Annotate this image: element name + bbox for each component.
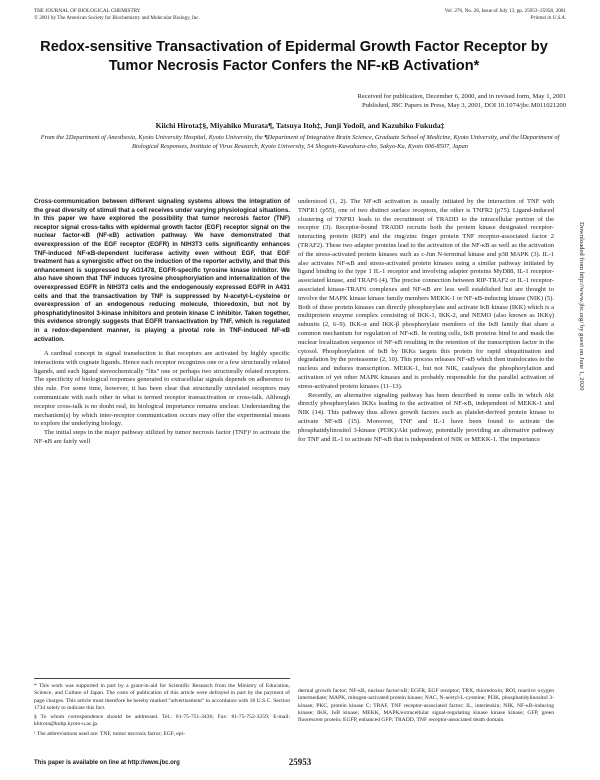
footnotes-left bbox=[34, 678, 290, 740]
printed-in: Printed in U.S.A. bbox=[530, 15, 566, 21]
article-title: Redox-sensitive Transactivation of Epidermal Growth Factor Receptor by Tumor Necrosis Factor Confers the NF-κB Activation* bbox=[40, 39, 548, 74]
author-list: Kiichi Hirota‡§, Miyahiko Murata¶, Tatsuya Itoh‡, Junji Yodoi‖, and Kazuhiko Fukuda‡ bbox=[155, 121, 445, 130]
footer-availability: This paper is available on line at http://www.jbc.org bbox=[34, 760, 180, 766]
volume-issue: Vol. 276, No. 28, Issue of July 13, pp. 25953–25958, 2001 bbox=[444, 8, 566, 14]
journal-header-right bbox=[316, 8, 566, 22]
copyright-line: © 2001 by The American Society for Biochemistry and Molecular Biology, Inc. bbox=[34, 15, 200, 21]
intro-paragraph: A cardinal concept in signal transduction is that receptors are activated by highly specific interactions with cognate ligands. Hence each receptor recognizes one or a few structurally related ligands, and each ligand stereochemically "fits" one or perhaps two structurally related receptors. The specificity of biological responses generated to extracellular signals depends on adherence to this rule. For some time, however, it has been clear that structurally unrelated receptors may communicate with each other in what is termed receptor transactivation or cross-talk. Although receptor cross-talk is no doubt real, its biological importance remains unclear. Understanding the mechanism(s) by which inter-receptor communication occurs may offer the experimental means to explore the underlying biology. bbox=[34, 350, 290, 428]
page-number: 25953 bbox=[288, 757, 312, 767]
download-link[interactable]: Downloaded from http://www.jbc.org/ by guest on June 1, 2020 bbox=[578, 222, 585, 391]
received-line: Received for publication, December 6, 2000, and in revised form, May 1, 2001 bbox=[357, 93, 566, 100]
left-column bbox=[34, 198, 290, 447]
body-paragraph: Recently, an alternative signaling pathway has been described in some cells in which Akt directly phosphorylates IKKs leading to the activation of NF-κB, independent of MEKK-1 and NIK (14). This pathway thus allows growth factors such as platelet-derived protein kinase to activate NF-κB (15). Moreover, TNF and IL-1 have been found to activate the phosphatidylinositol 3-kinase (PI3K)/Akt pathway, potentially providing an alternative pathway for TNF and IL-1 to activate NF-κB that is independent of NIK or MEKK-1. The importance bbox=[298, 391, 554, 443]
intro-paragraph: The initial steps in the major pathway utilized by tumor necrosis factor (TNF)¹ to activate the NF-κB are fairly well bbox=[34, 429, 290, 446]
published-line: Published, JBC Papers in Press, May 3, 2001, DOI 10.1074/jbc.M011021200 bbox=[362, 102, 566, 109]
body-paragraph: understood (1, 2). The NF-κB activation is usually initiated by the interaction of TNF with TNFR1 (p55), one of two distinct surface receptors, the other is TNFR2 (p75). Ligand-induced clustering of TNFR1 leads to the recruitment of TRADD to the intracellular portion of the receptor (3). Receptor-bound TRADD recruits both the protein kinase designated receptor-interacting protein (RIP) and the ring/zinc finger protein TNF receptor-associated factor 2 (TRAF2). These two adapter proteins lead to the activation of the NF-κB as well as the activation of the stress-activated protein kinases such as c-Jun N-terminal kinase and p38 MAPK (3). IL-1 also activates NF-κB and stress-activated protein kinases using a similar pathway initiated by ligand binding to the type 1 IL-1 receptor and involving adapter proteins MyD88, IL-1 receptor-associated kinase, and TRAF6 (4). The precise connection between RIP-TRAF2 or IL-1 receptor-associated kinase-TRAF6 complexes and NF-κB are less well established but are thought to involve the MAPK kinase kinase family members MEKK-1 or NF-κB-inducing kinase (NIK) (5). Both of these protein kinases can directly phosphorylate and activate IκB kinase (IKK) which is a multiprotein enzyme complex consisting of IKK-1, IKK-2, and NEMO (also known as IKKγ) subunits (2, 6–9). IKK-α and IKK-β phosphorylate members of the IκB family that share a common mechanism for regulation of NF-κB. In resting cells, IκB proteins bind to and mask the nuclear localization sequence of NF-κB resulting in the retention of the transcription factor in the cytosol. Phosphorylation of IκB by IKKs targets this protein for rapid ubiquitination and degradation by the proteasome (2, 10). This process releases NF-κB which then translocates to the nucleus and induces transcription. MEKK-1, but not NIK, catalyses the phosphorylation and activation of yet other MAPK kinases and is probably responsible for the parallel activation of stress-activated protein kinases (11–13). bbox=[298, 198, 554, 390]
right-column bbox=[298, 198, 554, 444]
correspondence-footnote: § To whom correspondence should be addressed. Tel.: 81-75-751-3436; Fax: 81-75-752-3259; E-mail: khirota@kuhp.kyoto-u.ac.jp. bbox=[34, 714, 290, 728]
funding-footnote: * This work was supported in part by a grant-in-aid for Scientific Research from the Ministry of Education, Science, and Culture of Japan. The costs of publication of this article were defrayed in part by the payment of page charges. This article must therefore be hereby marked "advertisement" in accordance with 18 U.S.C. Section 1734 solely to indicate this fact. bbox=[34, 683, 290, 711]
abstract: Cross-communication between different signaling systems allows the integration of the great diversity of stimuli that a cell receives under varying physiological situations. In this paper we have explored the possibility that tumor necrosis factor (TNF) receptor signal cross-talks with epidermal growth factor (EGF) receptor signal on the nuclear factor-κB (NF-κB) activation pathway. We have demonstrated that overexpression of the EGF receptor (EGFR) in NIH3T3 cells significantly enhances TNF-induced NF-κB-dependent luciferase activity even without EGF, that EGF treatment has a synergistic effect on the induction of the reporter activity, and that this enhancement is suppressed by AG1478, EGFR-specific tyrosine kinase inhibitor. We also have shown that TNF induces tyrosine phosphorylation and internalization of the overexpressed EGFR in NIH3T3 cells and the endogenously expressed EGFR in A431 cells and that the transactivation by TNF is suppressed by N-acetyl-L-cysteine or overexpression of an endogenous reducing molecule, thioredoxin, but not by phosphatidylinositol 3-kinase inhibitors and protein kinase C inhibitor. Taken together, this evidence strongly suggests that EGFR transactivation by TNF, which is regulated in a redox-dependent manner, is playing a pivotal role in TNF-induced NF-κB activation. bbox=[34, 198, 290, 343]
journal-header-left bbox=[34, 8, 334, 22]
abbreviations-footnote: ¹ The abbreviations used are: TNF, tumor necrosis factor; EGF, epi- bbox=[34, 730, 185, 737]
affiliations: From the ‡Department of Anesthesia, Kyoto University Hospital, Kyoto University, the ¶Department of Integrative Brain Science, Graduate School of Medicine, Kyoto University, and the ‖Department of Biological Responses, Institute of Virus Research, Kyoto University, 54 Shogoin-Kawahara-cho, Sakyo-Ku, Kyoto 606-8507, Japan bbox=[40, 134, 560, 150]
received-dates bbox=[186, 92, 566, 110]
abbreviations-continued: dermal growth factor; NF-κB, nuclear factor-κB; EGFR, EGF receptor; TRX, thioredoxin; ROI, reactive oxygen intermediate; MAPK, mitogen-activated protein kinase; NAC, N-acetyl-L-cysteine; PI3K, phosphatidylinositol 3-kinase; PKC, protein kinase C; TRAF, TNF receptor-associated factor; IL, interleukin; NIK, NF-κB-inducing kinase; IKK, IκB kinase; MEKK, MAPK/extracellular signal-regulating kinase kinase kinase; GFP, green fluorescent protein; EGFP, enhanced GFP; TRADD, TNF receptor-associated death domain. bbox=[298, 688, 554, 724]
journal-name: THE JOURNAL OF BIOLOGICAL CHEMISTRY bbox=[34, 8, 141, 14]
